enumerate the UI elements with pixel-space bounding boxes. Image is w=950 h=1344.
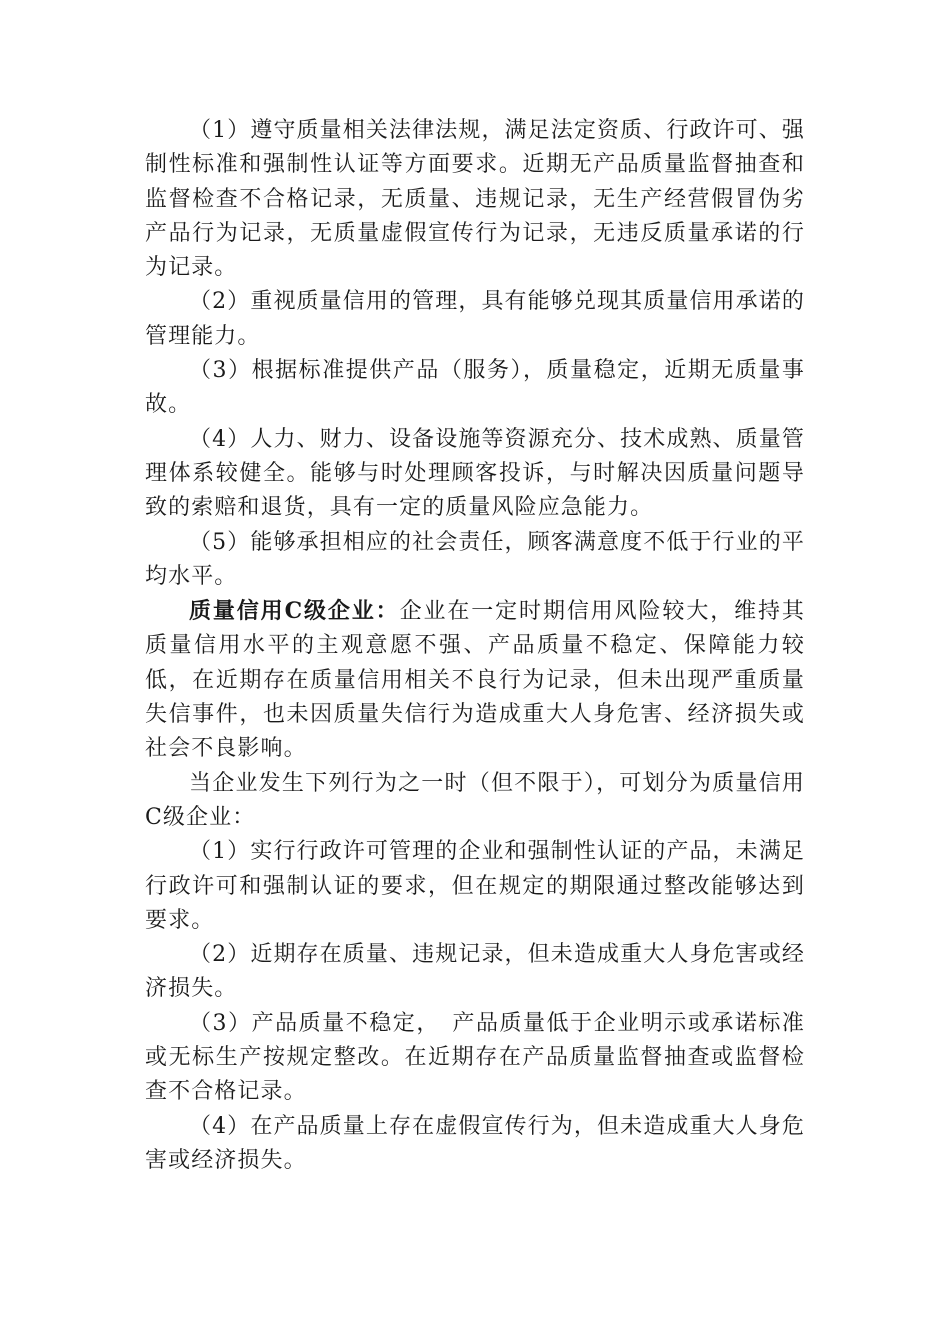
paragraph-c-3 <box>145 1007 805 1110</box>
paragraph-2 <box>145 285 805 354</box>
paragraph-c-grade-intro <box>145 767 805 836</box>
paragraph-c-1 <box>145 835 805 938</box>
paragraph-lead-heading: 质量信用C级企业： <box>189 598 400 625</box>
paragraph-text: （3）根据标准提供产品（服务），质量稳定，近期无质量事故。 <box>145 358 805 418</box>
paragraph-1 <box>145 114 805 285</box>
paragraph-text: 当企业发生下列行为之一时（但不限于），可划分为质量信用C级企业： <box>145 770 805 830</box>
paragraph-3 <box>145 354 805 423</box>
paragraph-c-2 <box>145 938 805 1007</box>
paragraph-text: （4）人力、财力、设备设施等资源充分、技术成熟、质量管理体系较健全。能够与时处理顾客投诉，与时解决因质量问题导致的索赔和退货，具有一定的质量风险应急能力。 <box>145 426 805 521</box>
paragraph-text: （2）重视质量信用的管理，具有能够兑现其质量信用承诺的管理能力。 <box>145 289 805 349</box>
paragraph-text: （5）能够承担相应的社会责任，顾客满意度不低于行业的平均水平。 <box>145 529 805 589</box>
paragraph-c-4 <box>145 1110 805 1179</box>
document-page <box>145 114 805 1178</box>
paragraph-text: （2）近期存在质量、违规记录，但未造成重大人身危害或经济损失。 <box>145 942 805 1002</box>
paragraph-text: 企业在一定时期信用风险较大，维持其质量信用水平的主观意愿不强、产品质量不稳定、保障能力较低，在近期存在质量信用相关不良行为记录，但未出现严重质量失信事件，也未因质量失信行为造成重大人身危害、经济损失或社会不良影响。 <box>145 599 805 762</box>
paragraph-c-grade-definition <box>145 594 805 766</box>
paragraph-4 <box>145 423 805 526</box>
paragraph-text: （1）遵守质量相关法律法规，满足法定资质、行政许可、强制性标准和强制性认证等方面要求。近期无产品质量监督抽查和监督检查不合格记录，无质量、违规记录，无生产经营假冒伪劣产品行为记录，无质量虚假宣传行为记录，无违反质量承诺的行为记录。 <box>145 118 805 281</box>
paragraph-text: （4）在产品质量上存在虚假宣传行为，但未造成重大人身危害或经济损失。 <box>145 1113 805 1173</box>
paragraph-text: （1）实行行政许可管理的企业和强制性认证的产品，未满足行政许可和强制认证的要求，但在规定的期限通过整改能够达到要求。 <box>145 839 805 933</box>
paragraph-5 <box>145 526 805 595</box>
paragraph-text: （3）产品质量不稳定， 产品质量低于企业明示或承诺标准或无标生产按规定整改。在近期存在产品质量监督抽查或监督检查不合格记录。 <box>145 1010 805 1105</box>
